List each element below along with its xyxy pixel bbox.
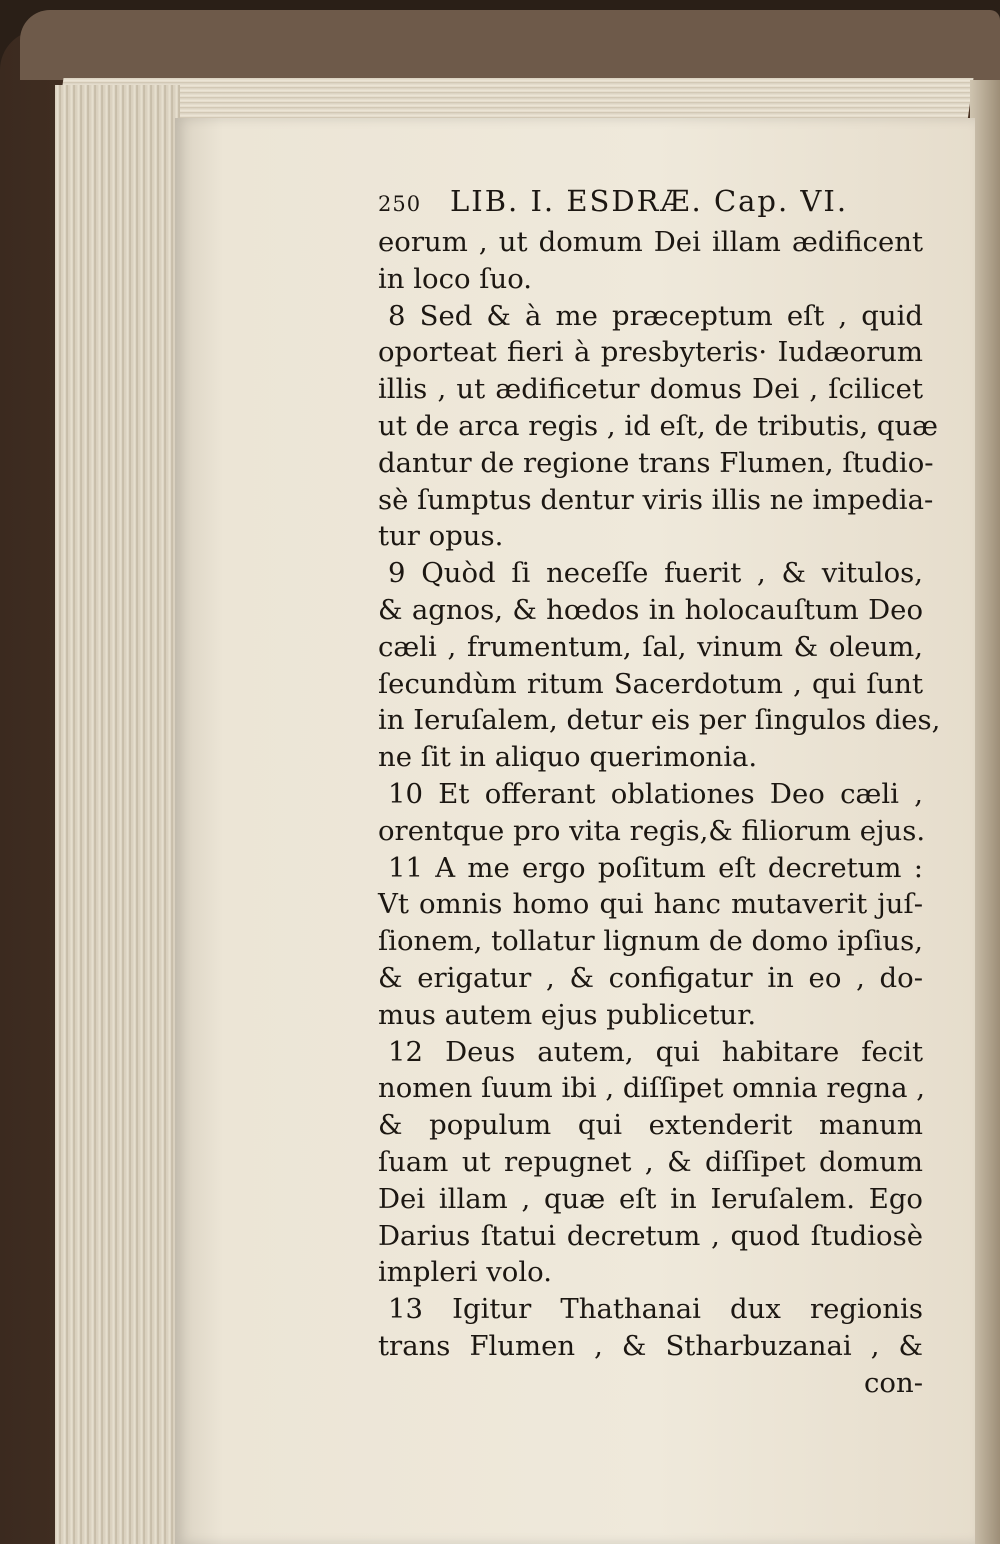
text-line: & populum qui extenderit manum [378,1109,923,1142]
text-line: tur opus. [378,520,504,553]
page-header [378,178,923,224]
text-line: in Ieruſalem, detur eis per ſingulos dies, [378,704,941,737]
text-line: 10 Et offerant oblationes Deo cæli , [388,777,923,810]
text-line: ne ſit in aliquo querimonia. [378,741,758,774]
text-line: nomen ſuum ibi , diſſipet omnia regna , [378,1072,926,1105]
text-line: illis , ut ædificetur domus Dei , ſcilicet [378,373,923,406]
text-line: 11 A me ergo poſitum eſt decretum : [388,851,923,884]
text-line: orentque pro vita regis,& filiorum ejus. [378,814,926,847]
text-line: in loco ſuo. [378,262,533,295]
text-line: 12 Deus autem, qui habitare fecit [388,1035,923,1068]
text-line: 8 Sed & à me præceptum eſt , quid [388,299,923,332]
text-line: Vt omnis homo qui hanc mutaverit juſ- [378,888,923,921]
text-line: 13 Igitur Thathanai dux regionis [388,1293,923,1326]
text-line: cæli , frumentum, ſal, vinum & oleum, [378,630,923,663]
page-text [378,178,941,1402]
text-body [378,224,941,1365]
text-line: sè ſumptus dentur viris illis ne impedia- [378,483,934,516]
text-line: mus autem ejus publicetur. [378,998,757,1031]
text-line: eorum , ut domum Dei illam ædificent [378,226,923,258]
page-stack-edge [55,85,180,1544]
catchword: con- [864,1366,923,1399]
text-line: ſionem, tollatur lignum de domo ipſius, [378,925,923,958]
text-line: 9 Quòd ſi neceſſe fuerit , & vitulos, [388,557,923,590]
text-line: & erigatur , & configatur in eo , do- [378,961,923,994]
text-line: & agnos, & hœdos in holocauſtum Deo [378,593,923,626]
text-line: ſecundùm ritum Sacerdotum , qui ſunt [378,667,923,700]
page-number: 250 [378,192,422,216]
text-line: ſuam ut repugnet , & diſſipet domum [378,1145,923,1178]
text-line: dantur de regione trans Flumen, ſtudio- [378,446,934,479]
text-line: Dei illam , quæ eſt in Ieruſalem. Ego [378,1182,923,1215]
running-head: LIB. I. ESDRÆ. Cap. VI. [450,184,849,218]
text-line: oporteat fieri à presbyteris· Iudæorum [378,336,923,369]
text-line: ut de arca regis , id eſt, de tributis, quæ [378,409,939,442]
text-line: trans Flumen , & Stharbuzanai , & [378,1329,923,1362]
text-line: impleri volo. [378,1256,552,1289]
text-line: Darius ſtatui decretum , quod ſtudiosè [378,1219,923,1252]
cover-top-edge [20,10,1000,80]
